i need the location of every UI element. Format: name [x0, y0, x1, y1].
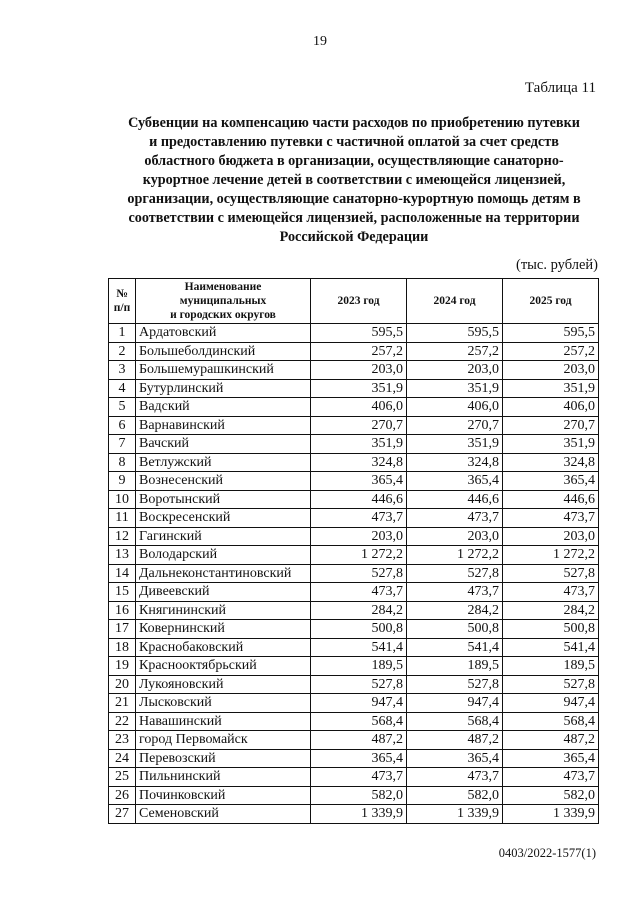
value-2024: 284,2	[407, 601, 503, 620]
value-2025: 351,9	[503, 379, 599, 398]
municipality-name: Воскресенский	[136, 509, 311, 528]
table-row	[109, 694, 599, 713]
value-2025: 500,8	[503, 620, 599, 639]
table-row	[109, 435, 599, 454]
value-2023: 365,4	[311, 472, 407, 491]
header-number-line: п/п	[113, 302, 131, 314]
municipality-name: Вачский	[136, 435, 311, 454]
value-2023: 284,2	[311, 601, 407, 620]
value-2023: 487,2	[311, 731, 407, 750]
value-2024: 473,7	[407, 768, 503, 787]
value-2023: 203,0	[311, 527, 407, 546]
municipality-name: Бутурлинский	[136, 379, 311, 398]
value-2024: 406,0	[407, 398, 503, 417]
value-2024: 446,6	[407, 490, 503, 509]
value-2025: 1 339,9	[503, 805, 599, 824]
table-row	[109, 786, 599, 805]
value-2025: 270,7	[503, 416, 599, 435]
row-number: 23	[109, 731, 136, 750]
value-2025: 582,0	[503, 786, 599, 805]
table-row	[109, 361, 599, 380]
row-number: 1	[109, 324, 136, 343]
value-2025: 406,0	[503, 398, 599, 417]
row-number: 27	[109, 805, 136, 824]
value-2024: 595,5	[407, 324, 503, 343]
value-2023: 595,5	[311, 324, 407, 343]
title-line: курортное лечение детей в соответствии с имеющейся лицензией,	[142, 172, 566, 188]
header-2023: 2023 год	[311, 279, 407, 324]
value-2024: 527,8	[407, 675, 503, 694]
value-2024: 527,8	[407, 564, 503, 583]
table-row	[109, 453, 599, 472]
header-2025: 2025 год	[503, 279, 599, 324]
title-line: организации, осуществляющие санаторно-курортную помощь детям в	[127, 191, 581, 207]
table-row	[109, 601, 599, 620]
value-2024: 324,8	[407, 453, 503, 472]
municipality-name: город Первомайск	[136, 731, 311, 750]
table-row	[109, 379, 599, 398]
page-number: 19	[313, 34, 327, 49]
value-2023: 351,9	[311, 379, 407, 398]
value-2025: 473,7	[503, 509, 599, 528]
row-number: 8	[109, 453, 136, 472]
value-2024: 257,2	[407, 342, 503, 361]
value-2025: 365,4	[503, 472, 599, 491]
value-2024: 203,0	[407, 527, 503, 546]
value-2025: 487,2	[503, 731, 599, 750]
value-2023: 1 272,2	[311, 546, 407, 565]
municipality-name: Пильнинский	[136, 768, 311, 787]
municipality-name: Лукояновский	[136, 675, 311, 694]
value-2025: 284,2	[503, 601, 599, 620]
header-name-line: муниципальных	[179, 295, 267, 307]
row-number: 22	[109, 712, 136, 731]
value-2025: 568,4	[503, 712, 599, 731]
header-name-line: и городских округов	[170, 309, 276, 321]
municipality-name: Лысковский	[136, 694, 311, 713]
row-number: 7	[109, 435, 136, 454]
value-2023: 1 339,9	[311, 805, 407, 824]
row-number: 9	[109, 472, 136, 491]
header-number	[109, 279, 136, 324]
table-header-row	[109, 279, 599, 324]
value-2023: 189,5	[311, 657, 407, 676]
value-2023: 365,4	[311, 749, 407, 768]
value-2024: 270,7	[407, 416, 503, 435]
table-row	[109, 398, 599, 417]
value-2023: 947,4	[311, 694, 407, 713]
value-2023: 446,6	[311, 490, 407, 509]
document-code: 0403/2022-1577(1)	[498, 846, 596, 860]
value-2025: 203,0	[503, 361, 599, 380]
table-row	[109, 805, 599, 824]
table-row	[109, 712, 599, 731]
value-2025: 527,8	[503, 675, 599, 694]
row-number: 12	[109, 527, 136, 546]
value-2024: 500,8	[407, 620, 503, 639]
header-number-line: №	[116, 288, 128, 300]
value-2023: 582,0	[311, 786, 407, 805]
value-2024: 947,4	[407, 694, 503, 713]
row-number: 25	[109, 768, 136, 787]
row-number: 3	[109, 361, 136, 380]
title-line: областного бюджета в организации, осуществляющие санаторно-	[144, 153, 564, 169]
municipality-name: Семеновский	[136, 805, 311, 824]
value-2023: 203,0	[311, 361, 407, 380]
value-2025: 351,9	[503, 435, 599, 454]
value-2024: 473,7	[407, 583, 503, 602]
value-2023: 406,0	[311, 398, 407, 417]
value-2023: 568,4	[311, 712, 407, 731]
row-number: 4	[109, 379, 136, 398]
row-number: 5	[109, 398, 136, 417]
subsidy-table	[108, 278, 599, 824]
table-caption: Таблица 11	[524, 80, 596, 96]
value-2024: 487,2	[407, 731, 503, 750]
row-number: 10	[109, 490, 136, 509]
municipality-name: Большемурашкинский	[136, 361, 311, 380]
value-2024: 351,9	[407, 379, 503, 398]
value-2024: 365,4	[407, 472, 503, 491]
table-row	[109, 638, 599, 657]
row-number: 16	[109, 601, 136, 620]
municipality-name: Варнавинский	[136, 416, 311, 435]
table-row	[109, 416, 599, 435]
row-number: 19	[109, 657, 136, 676]
value-2025: 189,5	[503, 657, 599, 676]
municipality-name: Гагинский	[136, 527, 311, 546]
municipality-name: Починковский	[136, 786, 311, 805]
table-row	[109, 620, 599, 639]
municipality-name: Ковернинский	[136, 620, 311, 639]
value-2023: 324,8	[311, 453, 407, 472]
value-2025: 947,4	[503, 694, 599, 713]
value-2024: 568,4	[407, 712, 503, 731]
value-2023: 527,8	[311, 564, 407, 583]
row-number: 11	[109, 509, 136, 528]
table-row	[109, 324, 599, 343]
value-2023: 541,4	[311, 638, 407, 657]
value-2023: 500,8	[311, 620, 407, 639]
title-line: соответствии с имеющейся лицензией, расположенные на территории	[128, 210, 580, 226]
table-row	[109, 342, 599, 361]
row-number: 6	[109, 416, 136, 435]
header-name-line: Наименование	[184, 281, 262, 293]
row-number: 17	[109, 620, 136, 639]
table-row	[109, 768, 599, 787]
value-2025: 1 272,2	[503, 546, 599, 565]
municipality-name: Княгининский	[136, 601, 311, 620]
title-line: и предоставлению путевки с частичной оплатой за счет средств	[149, 134, 559, 150]
value-2024: 1 339,9	[407, 805, 503, 824]
value-2025: 446,6	[503, 490, 599, 509]
title-line: Российской Федерации	[279, 229, 429, 245]
municipality-name: Перевозский	[136, 749, 311, 768]
value-2025: 365,4	[503, 749, 599, 768]
municipality-name: Дальнеконстантиновский	[136, 564, 311, 583]
units-label: (тыс. рублей)	[516, 257, 598, 273]
value-2023: 351,9	[311, 435, 407, 454]
table-row	[109, 749, 599, 768]
value-2025: 324,8	[503, 453, 599, 472]
value-2025: 595,5	[503, 324, 599, 343]
title-line: Субвенции на компенсацию части расходов по приобретению путевки	[128, 115, 580, 131]
value-2024: 203,0	[407, 361, 503, 380]
municipality-name: Володарский	[136, 546, 311, 565]
row-number: 26	[109, 786, 136, 805]
value-2025: 473,7	[503, 768, 599, 787]
table-row	[109, 527, 599, 546]
table-row	[109, 490, 599, 509]
value-2025: 527,8	[503, 564, 599, 583]
municipality-name: Навашинский	[136, 712, 311, 731]
row-number: 21	[109, 694, 136, 713]
header-name	[136, 279, 311, 324]
row-number: 2	[109, 342, 136, 361]
municipality-name: Вознесенский	[136, 472, 311, 491]
value-2025: 203,0	[503, 527, 599, 546]
row-number: 20	[109, 675, 136, 694]
row-number: 15	[109, 583, 136, 602]
table-row	[109, 546, 599, 565]
value-2023: 270,7	[311, 416, 407, 435]
value-2024: 189,5	[407, 657, 503, 676]
value-2025: 473,7	[503, 583, 599, 602]
municipality-name: Воротынский	[136, 490, 311, 509]
table-row	[109, 472, 599, 491]
municipality-name: Краснобаковский	[136, 638, 311, 657]
value-2024: 1 272,2	[407, 546, 503, 565]
table-body	[109, 324, 599, 824]
table-row	[109, 583, 599, 602]
municipality-name: Ветлужский	[136, 453, 311, 472]
row-number: 14	[109, 564, 136, 583]
municipality-name: Дивеевский	[136, 583, 311, 602]
row-number: 24	[109, 749, 136, 768]
header-2024: 2024 год	[407, 279, 503, 324]
value-2024: 351,9	[407, 435, 503, 454]
row-number: 18	[109, 638, 136, 657]
table-row	[109, 657, 599, 676]
municipality-name: Ардатовский	[136, 324, 311, 343]
value-2023: 257,2	[311, 342, 407, 361]
value-2025: 257,2	[503, 342, 599, 361]
value-2024: 365,4	[407, 749, 503, 768]
table-row	[109, 564, 599, 583]
value-2023: 527,8	[311, 675, 407, 694]
value-2023: 473,7	[311, 509, 407, 528]
municipality-name: Большеболдинский	[136, 342, 311, 361]
value-2023: 473,7	[311, 768, 407, 787]
value-2024: 473,7	[407, 509, 503, 528]
row-number: 13	[109, 546, 136, 565]
table-row	[109, 731, 599, 750]
document-title	[104, 114, 604, 247]
table-row	[109, 675, 599, 694]
table-row	[109, 509, 599, 528]
value-2025: 541,4	[503, 638, 599, 657]
value-2023: 473,7	[311, 583, 407, 602]
municipality-name: Краснооктябрьский	[136, 657, 311, 676]
municipality-name: Вадский	[136, 398, 311, 417]
value-2024: 541,4	[407, 638, 503, 657]
value-2024: 582,0	[407, 786, 503, 805]
